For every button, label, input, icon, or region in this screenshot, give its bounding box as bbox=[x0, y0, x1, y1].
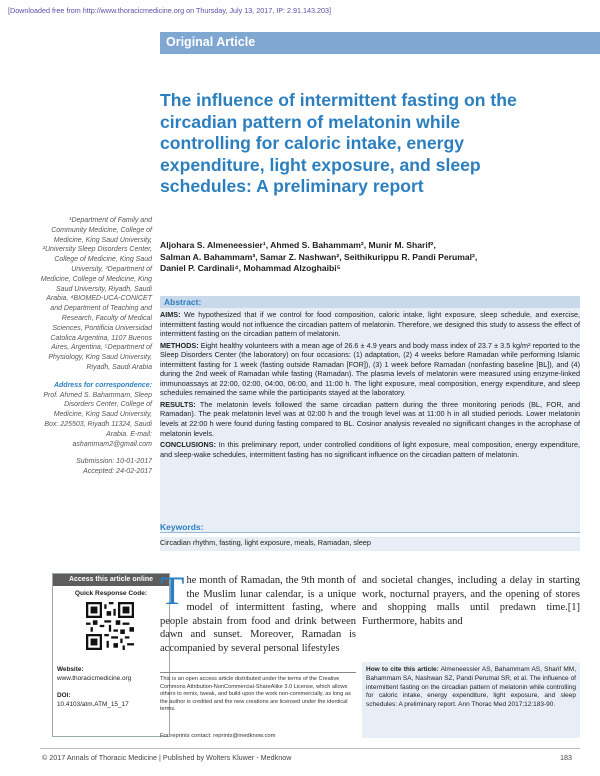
abstract-conclusions bbox=[160, 440, 580, 459]
methods-label: METHODS: bbox=[160, 340, 199, 350]
abstract-aims bbox=[160, 310, 580, 339]
author-line-2: Salman A. Bahammam³, Samar Z. Nashwan², Seithikurippu R. Pandi Perumal², bbox=[160, 251, 478, 262]
author-line-1: Aljohara S. Almeneessier¹, Ahmed S. Bahammam², Munir M. Sharif², bbox=[160, 240, 436, 250]
methods-text: Eight healthy volunteers with a mean age of 26.6 ± 4.9 years and body mass index of 23.7 ± 3.5 kg/m² reported to the Sleep Disorders Center (the laboratory) on four occasions: (1) adaptation, (2) 4 weeks before Ramadan while performing Islamic intermittent fasting for 1 week (fasting outside Ramadan [FOR]), (3) 1 week before Ramadan (nonfasting baseline [BL]), and (4) during the 2nd week of Ramadan while fasting (Ramadan). The plasma levels of melatonin were measured using enzyme-linked immunoassays at 22:00, 02:00, 04:00, 06:00, and 11:00 h. The light exposure, meal composition, energy expenditure, and sleep schedules remained the same while the participants stayed at the laboratory. bbox=[160, 340, 580, 398]
author-list bbox=[160, 240, 580, 275]
doi-label: DOI: bbox=[57, 692, 71, 699]
cite-box bbox=[362, 662, 580, 738]
reprints-contact[interactable]: For reprints contact: reprints@medknow.com bbox=[160, 733, 276, 739]
results-text: The melatonin levels followed the same circadian pattern during the three monitoring periods (BL, FOR, and Ramadan). The peak melatonin level was at 02:00 h and the trough level was at 11:00 h in all studied periods. Lower melatonin levels at 22:00 h were found during fasting compared to BL. Cosinor analysis revealed no significant changes in the acrophase of melatonin levels. bbox=[160, 399, 580, 438]
conclusions-label: CONCLUSIONS: bbox=[160, 440, 216, 450]
article-type-banner bbox=[160, 32, 600, 54]
article-title: The influence of intermittent fasting on the circadian pattern of melatonin while controlling for caloric intake, energy expenditure, light exposure, and sleep schedules: A preliminary report bbox=[160, 90, 517, 197]
body-col1-text: he month of Ramadan, the 9th month of the Muslim lunar calendar, is a unique model of intermittent fasting, where people abstain from food and drink between dawn and sunset. Moreover, Ramadan is accompanied by several personal lifestyles bbox=[160, 575, 356, 654]
page-number: 183 bbox=[560, 753, 572, 762]
article-type-label: Original Article bbox=[166, 35, 256, 49]
aims-label: AIMS: bbox=[160, 310, 181, 319]
keywords-heading: Keywords: bbox=[160, 522, 204, 532]
results-label: RESULTS: bbox=[160, 399, 196, 409]
keywords-section bbox=[160, 522, 580, 547]
cite-text bbox=[366, 666, 576, 710]
aims-text: We hypothesized that if we control for food composition, caloric intake, light exposure, sleep schedule, and exercise, intermittent fasting would not influence the circadian pattern of melatonin. Therefore, we designed this study to assess the effect of intermittent fasting on the circadian pattern of melatonin. bbox=[160, 310, 580, 339]
accepted-date: Accepted: 24-02-2017 bbox=[83, 468, 152, 476]
cite-label: How to cite this article: bbox=[366, 666, 439, 673]
access-online-box bbox=[52, 573, 170, 737]
abstract-methods bbox=[160, 341, 580, 398]
sidebar-affiliations bbox=[40, 216, 152, 477]
cite-body: Almeneessier AS, Bahammam AS, Sharif MM, Bahammam SA, Nashwan SZ, Pandi Perumal SR, et al. The influence of intermittent fasting on the circadian pattern of melatonin while controlling for caloric intake, energy expenditure, light exposure, and sleep schedules: A preliminary report. Ann Thorac Med 2017;12:183-90. bbox=[366, 666, 576, 709]
qr-code-icon[interactable] bbox=[86, 602, 134, 650]
drop-cap: T bbox=[160, 568, 185, 613]
body-column-2: and societal changes, including a delay in starting work, nocturnal prayers, and the opening of stores and shopping malls until predawn time.[1] Furthermore, habits and bbox=[362, 575, 580, 627]
abstract-heading: Abstract: bbox=[164, 297, 202, 307]
download-note: [Downloaded free from http://www.thoracicmedicine.org on Thursday, July 13, 2017, IP: 2.91.143.203] bbox=[8, 6, 331, 15]
keywords-text: Circadian rhythm, fasting, light exposure, meals, Ramadan, sleep bbox=[160, 538, 371, 547]
license-divider bbox=[160, 672, 356, 673]
website-link[interactable]: www.thoracicmedicine.org bbox=[57, 675, 132, 682]
qr-label: Quick Response Code: bbox=[74, 590, 148, 597]
affiliations: ¹Department of Family and Community Medicine, College of Medicine, King Saud University, ²University Sleep Disorders Center, College of Medicine, King Saud University, ³Department of Medicine, College of Medicine, King Saud University, Riyadh, Saudi Arabia, ⁴BIOMED-UCA-CONICET and Department of Teaching and Research, Faculty of Medical Sciences, Pontificia Universidad Catolica Argentina, 1107 Buenos Aires, Argentina, ⁵Department of Physiology, King Saud University, Riyadh, Saudi Arabia bbox=[40, 217, 152, 371]
abstract-box bbox=[160, 296, 580, 532]
access-heading: Access this article online bbox=[53, 574, 169, 586]
abstract-header bbox=[160, 296, 580, 308]
website-label: Website: bbox=[57, 666, 84, 673]
abstract-results bbox=[160, 400, 580, 438]
correspondence-text: Prof. Ahmed S. Bahammam, Sleep Disorders Center, College of Medicine, King Saud University, Box: 225503, Riyadh 11324, Saudi Arabia. E-mail: ashammam2@gmail.com bbox=[43, 391, 152, 448]
abstract-body bbox=[160, 310, 580, 461]
correspondence-heading: Address for correspondence: bbox=[53, 381, 152, 389]
footer-divider bbox=[40, 748, 580, 749]
footer-copyright: © 2017 Annals of Thoracic Medicine | Published by Wolters Kluwer - Medknow bbox=[42, 753, 292, 762]
conclusions-text: In this preliminary report, under controlled conditions of light exposure, meal composition, energy expenditure, and sleep-wake schedules, intermittent fasting has no significant influence on the circadian pattern of melatonin. bbox=[160, 440, 580, 459]
body-column-1 bbox=[160, 568, 356, 656]
doi-link[interactable]: 10.4103/atm.ATM_15_17 bbox=[57, 701, 129, 708]
author-line-3: Daniel P. Cardinali⁴, Mohammad Alzoghaibi⁵ bbox=[160, 263, 341, 273]
license-text: This is an open access article distributed under the terms of the Creative Commons Attribution-NonCommercial-ShareAlike 3.0 License, which allows others to remix, tweak, and build upon the work non-commercially, as long as the author is credited and the new creations are licensed under the identical terms. bbox=[160, 676, 351, 713]
submission-date: Submission: 10-01-2017 bbox=[76, 458, 152, 466]
